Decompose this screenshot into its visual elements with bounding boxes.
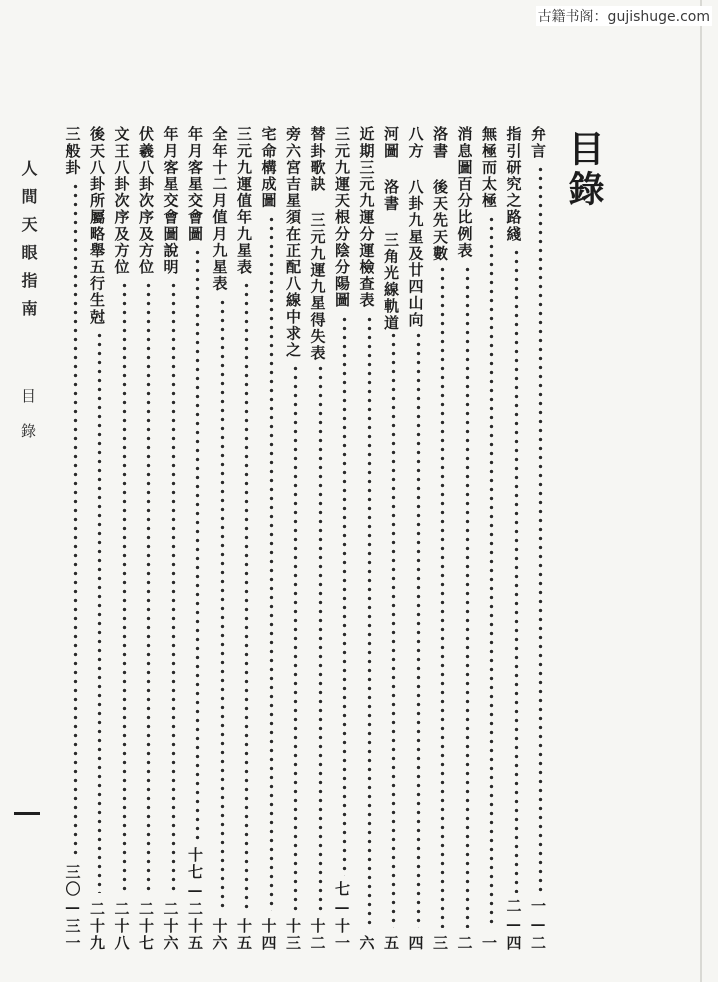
toc-leader-dots <box>293 364 298 911</box>
toc-entry <box>65 126 87 952</box>
page-number-mark <box>14 812 40 815</box>
toc-entry-title: 指引研究之路綫 <box>504 126 523 243</box>
watermark-text: 古籍书阁：gujishuge.com <box>536 6 712 26</box>
toc-entry-page: 十三 <box>284 918 302 952</box>
toc-entry-page: 二十九 <box>88 901 106 952</box>
toc-entry-title: 伏羲八卦次序及方位 <box>137 126 155 276</box>
toc-entry-title: 文王八卦次序及方位 <box>112 126 131 276</box>
toc-leader-dots <box>146 281 151 893</box>
toc-entry <box>408 126 430 952</box>
toc-entry-title: 三元九運天根分陰分陽圖 <box>333 126 351 309</box>
toc-leader-dots <box>391 331 396 928</box>
toc-entry-title: 年月客星交會圖 <box>186 126 204 243</box>
toc-entry <box>334 126 356 952</box>
toc-entry-page: 六 <box>357 935 376 952</box>
toc-entry <box>236 126 258 952</box>
toc-entry <box>506 126 528 952</box>
toc-entry-title: 近期三元九運分運檢查表 <box>357 126 376 309</box>
toc-entry <box>359 126 381 952</box>
toc-entry-page: 四 <box>406 935 425 952</box>
toc-entry-title: 洛書 後天先天數 <box>431 126 449 262</box>
toc-leader-dots <box>318 364 323 911</box>
toc-leader-dots <box>244 281 249 911</box>
toc-entry-page: 二十六 <box>161 901 180 952</box>
toc-entry <box>114 126 136 952</box>
toc-entry-page: 十七—二十五 <box>186 847 204 952</box>
toc-entry-title: 宅命構成圖 <box>259 126 278 209</box>
toc-entry <box>163 126 185 952</box>
toc-entry-title: 年月客星交會圖說明 <box>161 126 180 276</box>
toc-entry <box>383 126 405 952</box>
running-head-section: 目錄 <box>19 388 37 458</box>
toc-entry-title: 河圖 洛書 三角光線軌道 <box>382 126 400 332</box>
toc-leader-dots <box>122 281 127 893</box>
toc-entry <box>138 126 160 952</box>
toc-leader-dots <box>367 315 372 928</box>
page-edge <box>700 0 702 982</box>
running-head-book-title: 人間天眼指南 <box>19 160 38 328</box>
toc-entry <box>310 126 332 952</box>
toc-leader-dots <box>97 331 102 893</box>
toc-entry-title: 弁言 <box>529 126 547 160</box>
toc-entry-title: 三般卦 <box>63 126 82 176</box>
toc-entry-title: 替卦歌訣 三元九運九星得失表 <box>308 126 327 362</box>
toc-entry-page: 十五 <box>235 918 253 952</box>
toc-leader-dots <box>514 248 519 893</box>
toc-entry-page: 三〇—三一 <box>63 864 82 952</box>
toc-entry <box>457 126 479 952</box>
toc-entry <box>89 126 111 952</box>
toc-entry-title: 旁六宮吉星須在正配八線中求之 <box>284 126 302 359</box>
toc-entry-title: 八方 八卦九星及廿四山向 <box>406 126 425 329</box>
toc-entry-page: 二—四 <box>504 898 523 952</box>
toc-leader-dots <box>416 331 421 928</box>
toc-entry-page: 十二 <box>308 918 327 952</box>
toc-leader-dots <box>440 265 445 928</box>
page-heading: 目錄 <box>563 130 605 210</box>
toc-entry-page: 二十七 <box>137 901 155 952</box>
toc-leader-dots <box>73 182 78 858</box>
toc-entry-page: 一—二 <box>529 898 547 952</box>
toc-entry-page: 五 <box>382 935 400 952</box>
toc-entry <box>530 126 552 952</box>
toc-entry-page: 十六 <box>210 918 229 952</box>
toc-leader-dots <box>220 298 225 911</box>
toc-entry-title: 全年十二月值月九星表 <box>210 126 229 292</box>
toc-entry-page: 一 <box>480 935 498 952</box>
toc-entry-page: 三 <box>431 935 449 952</box>
toc-leader-dots <box>489 215 494 928</box>
toc-entry <box>212 126 234 952</box>
toc-entry-page: 二 <box>455 935 474 952</box>
toc-entry <box>187 126 209 952</box>
toc-leader-dots <box>195 248 200 841</box>
toc-entry-page: 二十八 <box>112 901 131 952</box>
toc-entry-page: 十四 <box>259 918 278 952</box>
toc-leader-dots <box>465 265 470 928</box>
toc-leader-dots <box>538 165 543 893</box>
toc-entry-title: 後天八卦所屬略舉五行生尅 <box>88 126 106 326</box>
toc-leader-dots <box>269 215 274 911</box>
toc-leader-dots <box>342 315 347 876</box>
toc-entry <box>261 126 283 952</box>
toc-entry-title: 消息圖百分比例表 <box>455 126 474 259</box>
toc-entry-title: 無極而太極 <box>480 126 498 209</box>
toc-entry <box>285 126 307 952</box>
toc-entry-title: 三元九運值年九星表 <box>235 126 253 276</box>
toc-entry-page: 七—十一 <box>333 881 351 952</box>
toc-entry <box>432 126 454 952</box>
toc-entry <box>481 126 503 952</box>
toc-leader-dots <box>171 281 176 893</box>
